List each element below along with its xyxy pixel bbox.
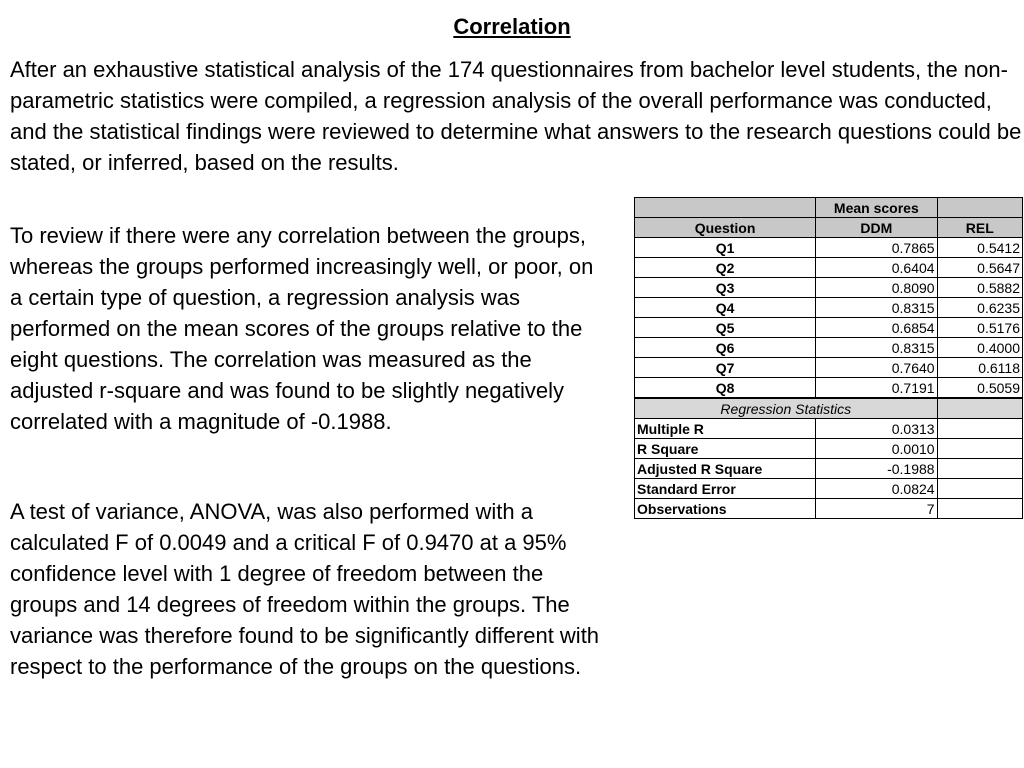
- regression-value: 7: [816, 499, 937, 519]
- header-empty-cell: [635, 198, 816, 218]
- regression-row: [635, 499, 1023, 519]
- regression-label: Standard Error: [635, 479, 816, 499]
- correlation-paragraph: To review if there were any correlation between the groups, whereas the groups performed increasingly well, or poor, on a certain type of question, a regression analysis was performed on the mean scores of the groups relative to the eight questions. The correlation was measured as the adjusted r-square and was found to be slightly negatively correlated with a magnitude of -0.1988.: [10, 223, 594, 434]
- regression-label: R Square: [635, 439, 816, 459]
- question-cell: Q2: [635, 258, 816, 278]
- ddm-column-header: DDM: [816, 218, 937, 238]
- table-row: [635, 318, 1023, 338]
- rel-cell: 0.5647: [937, 258, 1022, 278]
- ddm-cell: 0.7191: [816, 378, 937, 399]
- table-row: [635, 358, 1023, 378]
- empty-cell: [937, 459, 1022, 479]
- ddm-cell: 0.8315: [816, 298, 937, 318]
- table-row: [635, 378, 1023, 399]
- regression-header-row: [635, 398, 1023, 419]
- rel-cell: 0.6235: [937, 298, 1022, 318]
- regression-value: 0.0313: [816, 419, 937, 439]
- rel-cell: 0.5059: [937, 378, 1022, 399]
- regression-label: Adjusted R Square: [635, 459, 816, 479]
- empty-cell: [937, 479, 1022, 499]
- rel-cell: 0.5882: [937, 278, 1022, 298]
- rel-column-header: REL: [937, 218, 1022, 238]
- table-header-row-1: [635, 198, 1023, 218]
- page-title: Correlation: [453, 14, 571, 39]
- question-column-header: Question: [635, 218, 816, 238]
- ddm-cell: 0.7865: [816, 238, 937, 258]
- table-row: [635, 298, 1023, 318]
- empty-cell: [937, 419, 1022, 439]
- table-row: [635, 338, 1023, 358]
- regression-value: -0.1988: [816, 459, 937, 479]
- regression-row: [635, 439, 1023, 459]
- regression-statistics-header: Regression Statistics: [635, 398, 938, 419]
- regression-value: 0.0824: [816, 479, 937, 499]
- regression-row: [635, 479, 1023, 499]
- table-header-row-2: [635, 218, 1023, 238]
- ddm-cell: 0.8315: [816, 338, 937, 358]
- regression-label: Multiple R: [635, 419, 816, 439]
- regression-value: 0.0010: [816, 439, 937, 459]
- ddm-cell: 0.6854: [816, 318, 937, 338]
- question-cell: Q5: [635, 318, 816, 338]
- statistics-table: [634, 197, 1023, 519]
- rel-cell: 0.4000: [937, 338, 1022, 358]
- question-cell: Q8: [635, 378, 816, 399]
- question-cell: Q1: [635, 238, 816, 258]
- question-cell: Q4: [635, 298, 816, 318]
- rel-cell: 0.6118: [937, 358, 1022, 378]
- header-empty-cell: [937, 398, 1022, 419]
- header-empty-cell: [937, 198, 1022, 218]
- table-row: [635, 278, 1023, 298]
- rel-cell: 0.5176: [937, 318, 1022, 338]
- table-row: [635, 238, 1023, 258]
- mean-scores-header: Mean scores: [816, 198, 937, 218]
- empty-cell: [937, 439, 1022, 459]
- anova-paragraph: A test of variance, ANOVA, was also performed with a calculated F of 0.0049 and a critical F of 0.9470 at a 95% confidence level with 1 degree of freedom between the groups and 14 degrees of freedom within the groups. The variance was therefore found to be significantly different with respect to the performance of the groups on the questions.: [10, 499, 600, 679]
- question-cell: Q6: [635, 338, 816, 358]
- ddm-cell: 0.8090: [816, 278, 937, 298]
- rel-cell: 0.5412: [937, 238, 1022, 258]
- ddm-cell: 0.7640: [816, 358, 937, 378]
- intro-paragraph: After an exhaustive statistical analysis of the 174 questionnaires from bachelor level students, the non-parametric statistics were compiled, a regression analysis of the overall performance was conducted, and the statistical findings were reviewed to determine what answers to the research questions could be stated, or inferred, based on the results.: [10, 57, 1022, 175]
- regression-row: [635, 459, 1023, 479]
- ddm-cell: 0.6404: [816, 258, 937, 278]
- regression-label: Observations: [635, 499, 816, 519]
- empty-cell: [937, 499, 1022, 519]
- regression-row: [635, 419, 1023, 439]
- table-row: [635, 258, 1023, 278]
- question-cell: Q3: [635, 278, 816, 298]
- question-cell: Q7: [635, 358, 816, 378]
